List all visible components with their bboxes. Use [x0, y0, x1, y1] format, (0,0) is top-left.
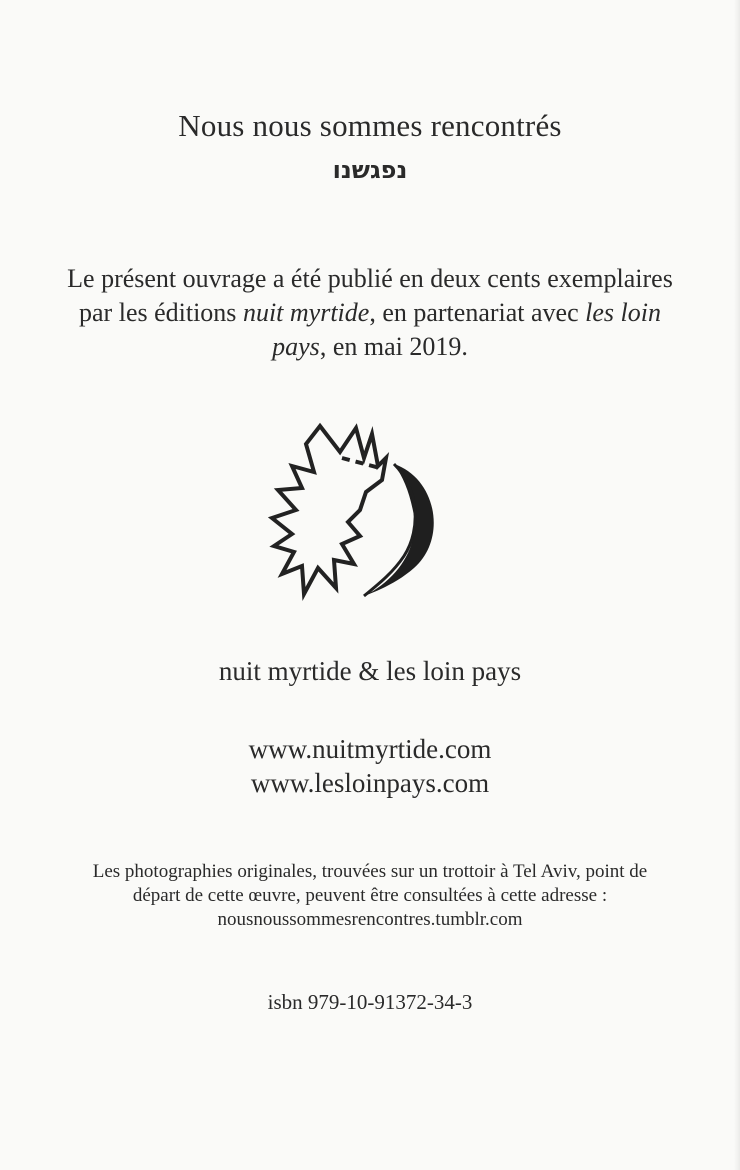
colophon-part-2: , en partenariat avec [369, 298, 586, 327]
sun-moon-logo-icon [268, 418, 448, 608]
url-lesloinpays: www.lesloinpays.com [250, 768, 490, 798]
isbn: isbn 979-10-91372-34-3 [267, 990, 473, 1014]
colophon-text [60, 262, 680, 364]
photo-note: Les photographies originales, trouvées sur un trottoir à Tel Aviv, point de départ de cette œuvre, peuvent être consultées à cette adresse : nousnoussommesrencontres.tumblr.com [92, 861, 648, 930]
book-title: Nous nous sommes rencontrés [178, 108, 562, 143]
colophon-part-3: , en mai 2019. [319, 332, 468, 361]
url-list [0, 732, 740, 800]
book-title-hebrew: נפגשנו [332, 156, 408, 184]
url-nuitmyrtide: www.nuitmyrtide.com [248, 734, 492, 764]
publishers-line: nuit myrtide & les loin pays [218, 656, 522, 686]
publisher-name-1: nuit myrtide [242, 298, 370, 327]
publisher-name-2: les loin pays [272, 298, 661, 361]
colophon-part-1: Le présent ouvrage a été publié en deux cents exemplaires par les éditions [67, 264, 673, 327]
